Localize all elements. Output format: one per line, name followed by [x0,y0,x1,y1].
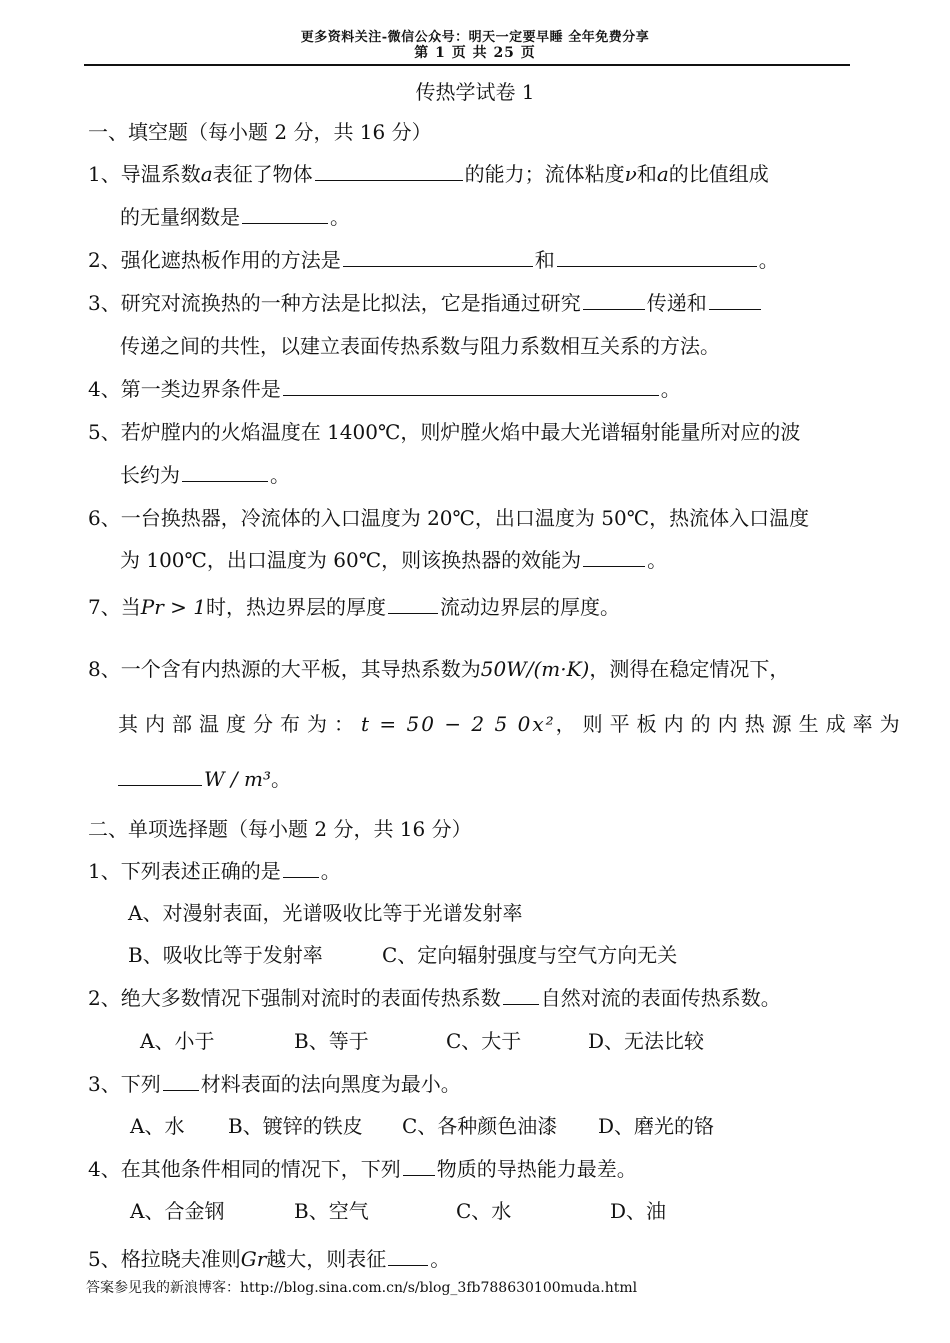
s2-q3-option-b: B、镀锌的铁皮 [228,1114,363,1138]
s1-q8-line3b: 。 [271,767,291,791]
s1-q8-line1a: 8、一个含有内热源的大平板，其导热系数为 [88,657,481,681]
s1-q1-blank1[interactable] [315,160,463,181]
footer-blog-note: 答案参见我的新浪博客：http://blog.sina.com.cn/s/blog_3fb788630100muda.html [86,1280,638,1296]
s2-q4-blank[interactable] [403,1155,435,1176]
s1-q7-text-c: 流动边界层的厚度。 [439,595,620,619]
s1-q4-text-b: 。 [660,377,681,401]
s2-q2-stem-b: 自然对流的表面传热系数。 [540,986,781,1010]
s1-q2-blank2[interactable] [557,246,757,267]
page-title: 传热学试卷 1 [415,80,535,104]
s1-q8-line2a: 其内部温度分布为： [118,712,361,736]
s1-q7-text-a: 7、当 [88,595,141,619]
s2-q3-option-d: D、磨光的铬 [598,1114,715,1138]
s1-q8-line2b: ，则平板内的内热源生成率为 [555,712,907,736]
header-page-info: 第 1 页 共 25 页 [414,45,536,61]
s2-q4-option-c: C、水 [456,1199,512,1223]
s1-q2 [88,246,779,274]
s1-q3-blank2[interactable] [709,289,761,310]
s1-q5-line2a: 长约为 [120,463,180,487]
s2-q5-stem-b: 越大，则表征 [266,1247,387,1271]
s2-q2-option-a: A、小于 [140,1029,215,1053]
s1-q2-text-a: 2、强化遮热板作用的方法是 [88,248,341,272]
s2-q1-stem-a: 1、下列表述正确的是 [88,859,281,883]
s2-q3-stem-a: 3、下列 [88,1072,161,1096]
s1-q8-conductivity: 50W/(m·K) [480,657,590,681]
s1-q1-text-e: 的比值组成 [668,162,769,186]
s2-q5-sym: Gr [240,1247,267,1271]
s2-q5-blank[interactable] [388,1245,428,1266]
s2-q3-option-c: C、各种颜色油漆 [402,1114,558,1138]
s2-q3-stem [88,1070,461,1098]
s1-q2-text-b: 和 [534,248,555,272]
s1-q4-text-a: 4、第一类边界条件是 [88,377,281,401]
s2-q5-stem-a: 5、格拉晓夫准则 [88,1247,241,1271]
s1-q1-line2 [120,203,350,231]
s1-q1-text-d: 和 [636,162,657,186]
s1-q7-sym: Pr > 1 [140,595,206,619]
s2-q2-option-b: B、等于 [294,1029,369,1053]
s2-q5-stem-c: 。 [430,1247,451,1271]
s2-q1-option-c: C、定向辐射强度与空气方向无关 [382,943,678,967]
s2-q4-option-d: D、油 [610,1199,667,1223]
s1-q7 [88,593,620,621]
s2-q2-stem-a: 2、绝大多数情况下强制对流时的表面传热系数 [88,986,501,1010]
s1-q2-blank1[interactable] [343,246,533,267]
s1-q3-line2: 传递之间的共性，以建立表面传热系数与阻力系数相互关系的方法。 [120,334,720,358]
s2-q1-stem [88,857,341,885]
s1-q1-line2a: 的无量纲数是 [120,205,240,229]
s1-q1-text-c: 的能力；流体粘度 [464,162,625,186]
s2-q1-blank[interactable] [283,857,319,878]
s1-q4-blank[interactable] [283,375,659,396]
s2-q4-option-a: A、合金钢 [130,1199,225,1223]
section2-heading: 二、单项选择题（每小题 2 分，共 16 分） [88,817,472,841]
s1-q1-blank2[interactable] [242,203,328,224]
s2-q3-option-a: A、水 [130,1114,185,1138]
s1-q3-line1 [88,289,763,317]
s2-q3-stem-b: 材料表面的法向黑度为最小。 [200,1072,461,1096]
s2-q3-blank[interactable] [163,1070,199,1091]
s1-q3-line1a: 3、研究对流换热的一种方法是比拟法，它是指通过研究 [88,291,581,315]
s1-q8-unit: W / m³ [204,767,271,791]
s1-q1-text-b: 表征了物体 [212,162,313,186]
s1-q6-line2a: 为 100℃，出口温度为 60℃，则该换热器的效能为 [120,548,582,572]
header-rule [84,64,850,66]
s2-q2-option-c: C、大于 [446,1029,522,1053]
s1-q6-line2b: 。 [647,548,668,572]
s2-q2-stem [88,984,781,1012]
s1-q1-line1 [88,160,769,188]
s2-q1-stem-b: 。 [320,859,341,883]
s2-q5-stem [88,1245,450,1273]
s1-q8-line2 [118,710,907,738]
s1-q1-sym-a: a [200,162,213,186]
s1-q6-line2 [120,546,667,574]
s2-q2-blank[interactable] [503,984,539,1005]
s2-q1-option-b: B、吸收比等于发射率 [128,943,323,967]
s2-q4-stem-b: 物质的导热能力最差。 [436,1157,637,1181]
s1-q5-blank[interactable] [182,461,268,482]
s1-q7-blank[interactable] [388,593,438,614]
section1-heading: 一、填空题（每小题 2 分，共 16 分） [88,120,432,144]
s1-q8-line1 [88,655,789,683]
s1-q6-line1: 6、一台换热器，冷流体的入口温度为 20℃，出口温度为 50℃，热流体入口温度 [88,506,810,530]
s2-q4-option-b: B、空气 [294,1199,369,1223]
header-notice: 更多资料关注-微信公众号：明天一定要早睡 全年免费分享 [300,30,650,45]
s1-q8-temp-dist: t = 50 − 2 5 0x² [361,712,556,736]
s1-q1-sym-nu: ν [624,162,637,186]
s1-q5-line2 [120,461,290,489]
s1-q5-line2b: 。 [270,463,290,487]
s1-q1-text-a: 1、导温系数 [88,162,201,186]
s1-q8-line3 [116,765,291,793]
s1-q1-sym-a2: a [656,162,669,186]
s1-q1-line2b: 。 [330,205,350,229]
s2-q1-option-a: A、对漫射表面，光谱吸收比等于光谱发射率 [128,901,523,925]
s1-q3-blank1[interactable] [583,289,645,310]
s1-q7-text-b: 时，热边界层的厚度 [205,595,386,619]
s1-q6-blank[interactable] [583,546,645,567]
s2-q4-stem-a: 4、在其他条件相同的情况下，下列 [88,1157,401,1181]
s1-q5-line1: 5、若炉膛内的火焰温度在 1400℃，则炉膛火焰中最大光谱辐射能量所对应的波 [88,420,801,444]
s2-q4-stem [88,1155,637,1183]
s1-q8-blank[interactable] [118,765,202,786]
s1-q3-line1b: 传递和 [646,291,707,315]
s2-q2-option-d: D、无法比较 [588,1029,705,1053]
s1-q4 [88,375,681,403]
s1-q8-line1b: ，测得在稳定情况下， [589,657,790,681]
s1-q2-text-c: 。 [758,248,779,272]
